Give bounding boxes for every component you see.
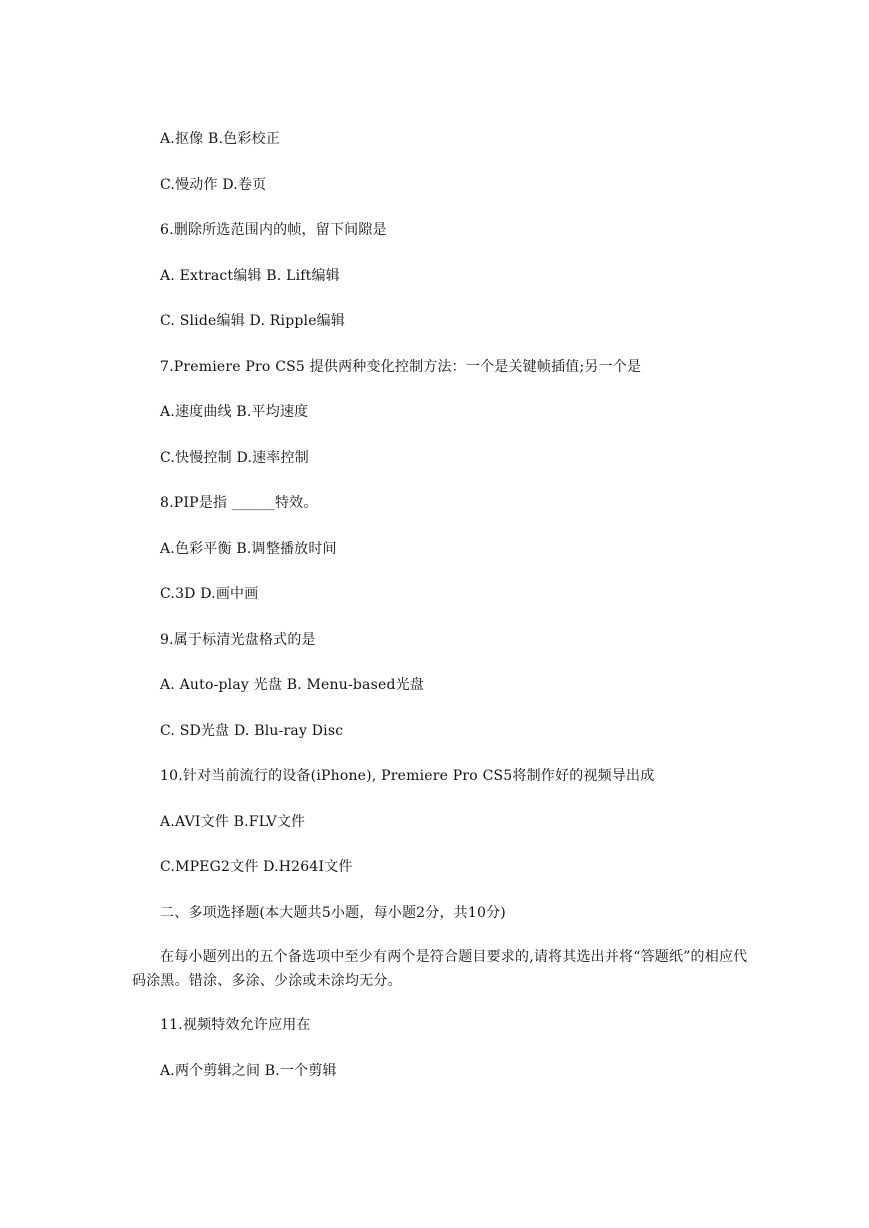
option-line: A.色彩平衡 B.调整播放时间 <box>160 541 337 557</box>
option-line: A. Extract编辑 B. Lift编辑 <box>160 268 340 284</box>
option-line: C.3D D.画中画 <box>160 586 259 602</box>
option-line: C.MPEG2文件 D.H264I文件 <box>160 859 353 875</box>
section-heading: 二、多项选择题(本大题共5小题，每小题2分，共10分) <box>160 905 506 921</box>
option-line: A.速度曲线 B.平均速度 <box>160 404 309 420</box>
option-line: A.两个剪辑之间 B.一个剪辑 <box>160 1063 337 1079</box>
option-line: A. Auto-play 光盘 B. Menu-based光盘 <box>160 677 425 693</box>
question-8: 8.PIP是指 ______特效。 <box>160 495 318 511</box>
question-6: 6.删除所选范围内的帧，留下间隙是 <box>160 222 387 238</box>
question-10: 10.针对当前流行的设备(iPhone), Premiere Pro CS5将制作好的视频导出成 <box>160 768 655 784</box>
option-line: C. SD光盘 D. Blu-ray Disc <box>160 723 344 739</box>
option-line: C.快慢控制 D.速率控制 <box>160 450 309 466</box>
question-9: 9.属于标清光盘格式的是 <box>160 632 316 648</box>
option-line: C.慢动作 D.卷页 <box>160 177 267 193</box>
section-instruction: 在每小题列出的五个备选项中至少有两个是符合题目要求的,请将其选出并将“答题纸”的相应代码涂黑。错涂、多涂、少涂或未涂均无分。 <box>132 949 748 989</box>
question-11: 11.视频特效允许应用在 <box>160 1017 311 1033</box>
option-line: A.AVI文件 B.FLV文件 <box>160 814 306 830</box>
option-line: A.抠像 B.色彩校正 <box>160 131 280 147</box>
question-7: 7.Premiere Pro CS5 提供两种变化控制方法：一个是关键帧插值;另一个是 <box>160 359 642 375</box>
option-line: C. Slide编辑 D. Ripple编辑 <box>160 313 346 329</box>
